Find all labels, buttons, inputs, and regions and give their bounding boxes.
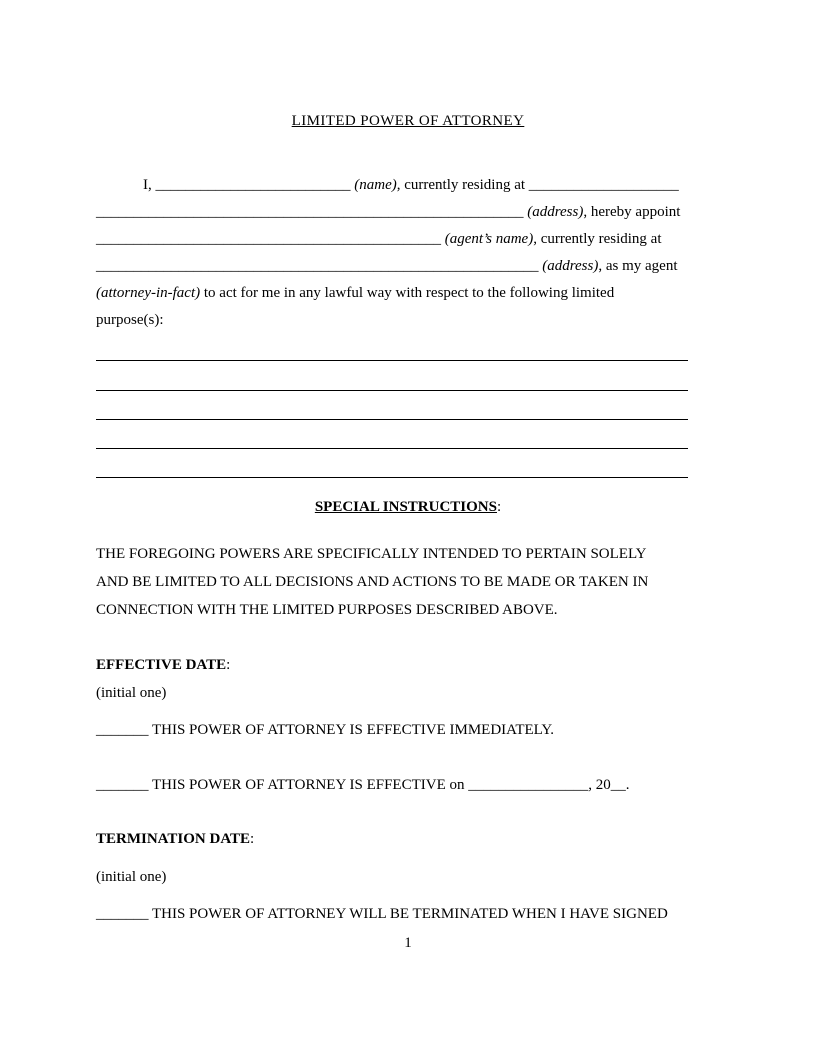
- intro-line-1: I, __________________________ (name), currently residing at ____________________: [143, 177, 679, 193]
- page-number: 1: [404, 935, 412, 951]
- special-instructions-line-3: CONNECTION WITH THE LIMITED PURPOSES DESCRIBED ABOVE.: [96, 602, 558, 618]
- intro-line-5: (attorney-in-fact) to act for me in any lawful way with respect to the following limited: [96, 285, 615, 301]
- special-instructions-line-2: AND BE LIMITED TO ALL DECISIONS AND ACTIONS TO BE MADE OR TAKEN IN: [96, 574, 649, 590]
- purpose-blank-line-5: [96, 449, 688, 478]
- purpose-blank-line-2: [96, 361, 688, 390]
- intro-line-6: purpose(s):: [96, 312, 164, 328]
- termination-date-heading: TERMINATION DATE:: [96, 831, 255, 847]
- termination-date-initial-instruction: (initial one): [96, 869, 167, 885]
- termination-date-option-signed: _______ THIS POWER OF ATTORNEY WILL BE TERMINATED WHEN I HAVE SIGNED: [96, 906, 668, 922]
- document-title-text: LIMITED POWER OF ATTORNEY: [291, 113, 525, 129]
- effective-date-option-on-date: _______ THIS POWER OF ATTORNEY IS EFFECTIVE on ________________, 20__.: [96, 777, 630, 793]
- special-instructions-heading: SPECIAL INSTRUCTIONS:: [314, 499, 502, 515]
- intro-line-2: _________________________________________________________ (address), hereby appoint: [96, 204, 681, 220]
- purpose-blank-lines: [96, 332, 688, 478]
- purpose-blank-line-3: [96, 391, 688, 420]
- purpose-blank-line-4: [96, 420, 688, 449]
- intro-line-4: ___________________________________________________________ (address), as my agent: [96, 258, 678, 274]
- intro-paragraph: [96, 172, 710, 334]
- document-title: [0, 113, 816, 130]
- intro-line-3: ______________________________________________ (agent’s name), currently residing at: [96, 231, 662, 247]
- special-instructions-paragraph: [96, 540, 718, 624]
- effective-date-initial-instruction: (initial one): [96, 685, 167, 701]
- purpose-blank-line-1: [96, 332, 688, 361]
- effective-date-heading: EFFECTIVE DATE:: [96, 657, 231, 673]
- special-instructions-line-1: THE FOREGOING POWERS ARE SPECIFICALLY INTENDED TO PERTAIN SOLELY: [96, 546, 647, 562]
- effective-date-option-immediately: _______ THIS POWER OF ATTORNEY IS EFFECTIVE IMMEDIATELY.: [96, 722, 554, 738]
